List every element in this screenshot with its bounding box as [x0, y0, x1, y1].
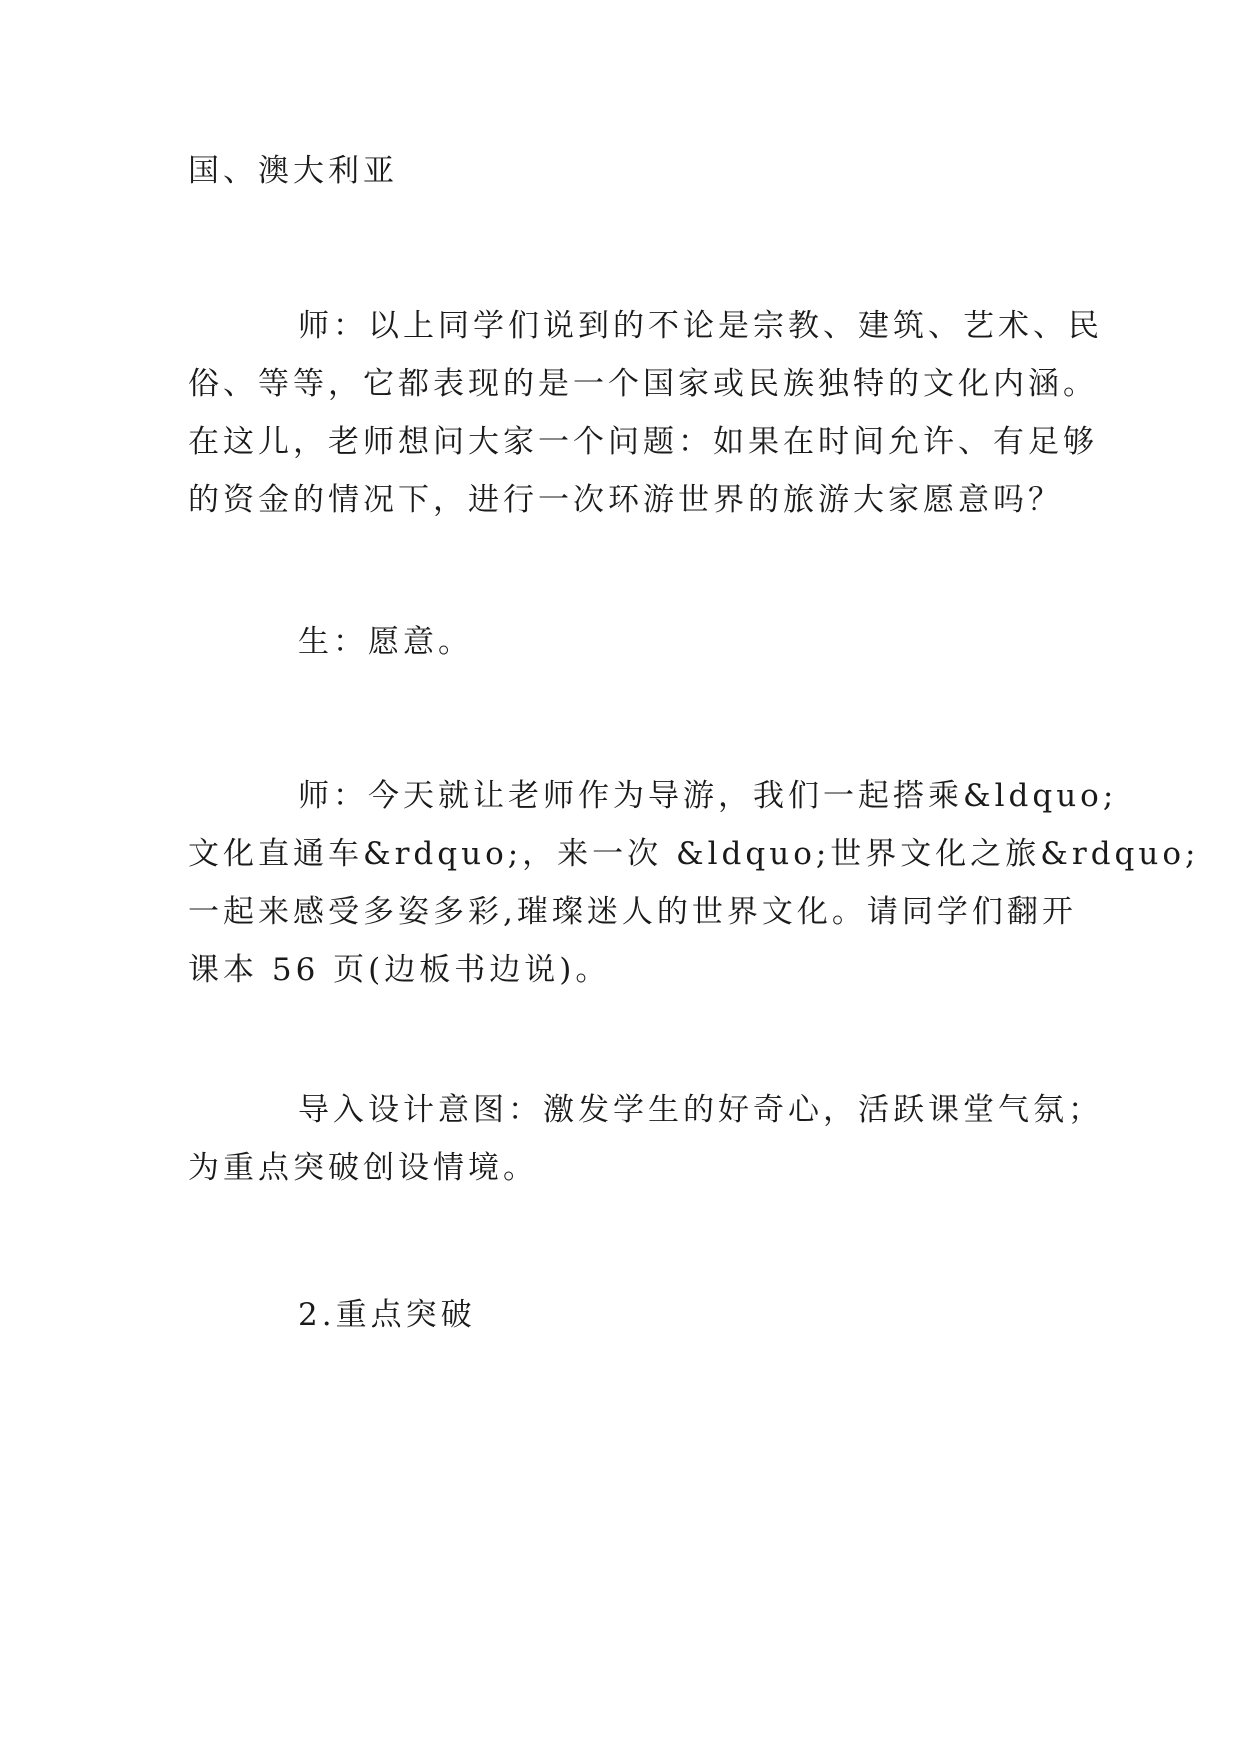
paragraph-design-intent	[188, 1081, 1103, 1197]
text-line: 一起来感受多姿多彩,璀璨迷人的世界文化。请同学们翻开	[188, 894, 1077, 930]
text-line: 师：以上同学们说到的不论是宗教、建筑、艺术、民	[298, 308, 1103, 344]
text-line: 2.重点突破	[298, 1297, 476, 1333]
text-line: 为重点突破创设情境。	[188, 1150, 538, 1186]
paragraph-teacher-guide	[188, 767, 1200, 999]
text-line: 的资金的情况下，进行一次环游世界的旅游大家愿意吗？	[188, 482, 1063, 518]
text-line: 导入设计意图：激发学生的好奇心，活跃课堂气氛；	[298, 1092, 1103, 1128]
text-line: 俗、等等，它都表现的是一个国家或民族独特的文化内涵。	[188, 366, 1098, 402]
text-line: 课本 56 页(边板书边说)。	[188, 952, 611, 988]
text-line: 师：今天就让老师作为导游，我们一起搭乘&ldquo;	[298, 778, 1118, 814]
paragraph-country-list	[188, 142, 1058, 200]
text-line: 生：愿意。	[298, 624, 473, 660]
text-line: 文化直通车&rdquo;，来一次 &ldquo;世界文化之旅&rdquo;	[188, 836, 1200, 872]
text-line: 在这儿，老师想问大家一个问题：如果在时间允许、有足够	[188, 424, 1098, 460]
paragraph-student-answer	[188, 613, 1058, 671]
paragraph-teacher-question	[188, 297, 1103, 529]
text-line: 国、澳大利亚	[188, 153, 398, 189]
section-heading-key-points	[188, 1286, 1058, 1344]
